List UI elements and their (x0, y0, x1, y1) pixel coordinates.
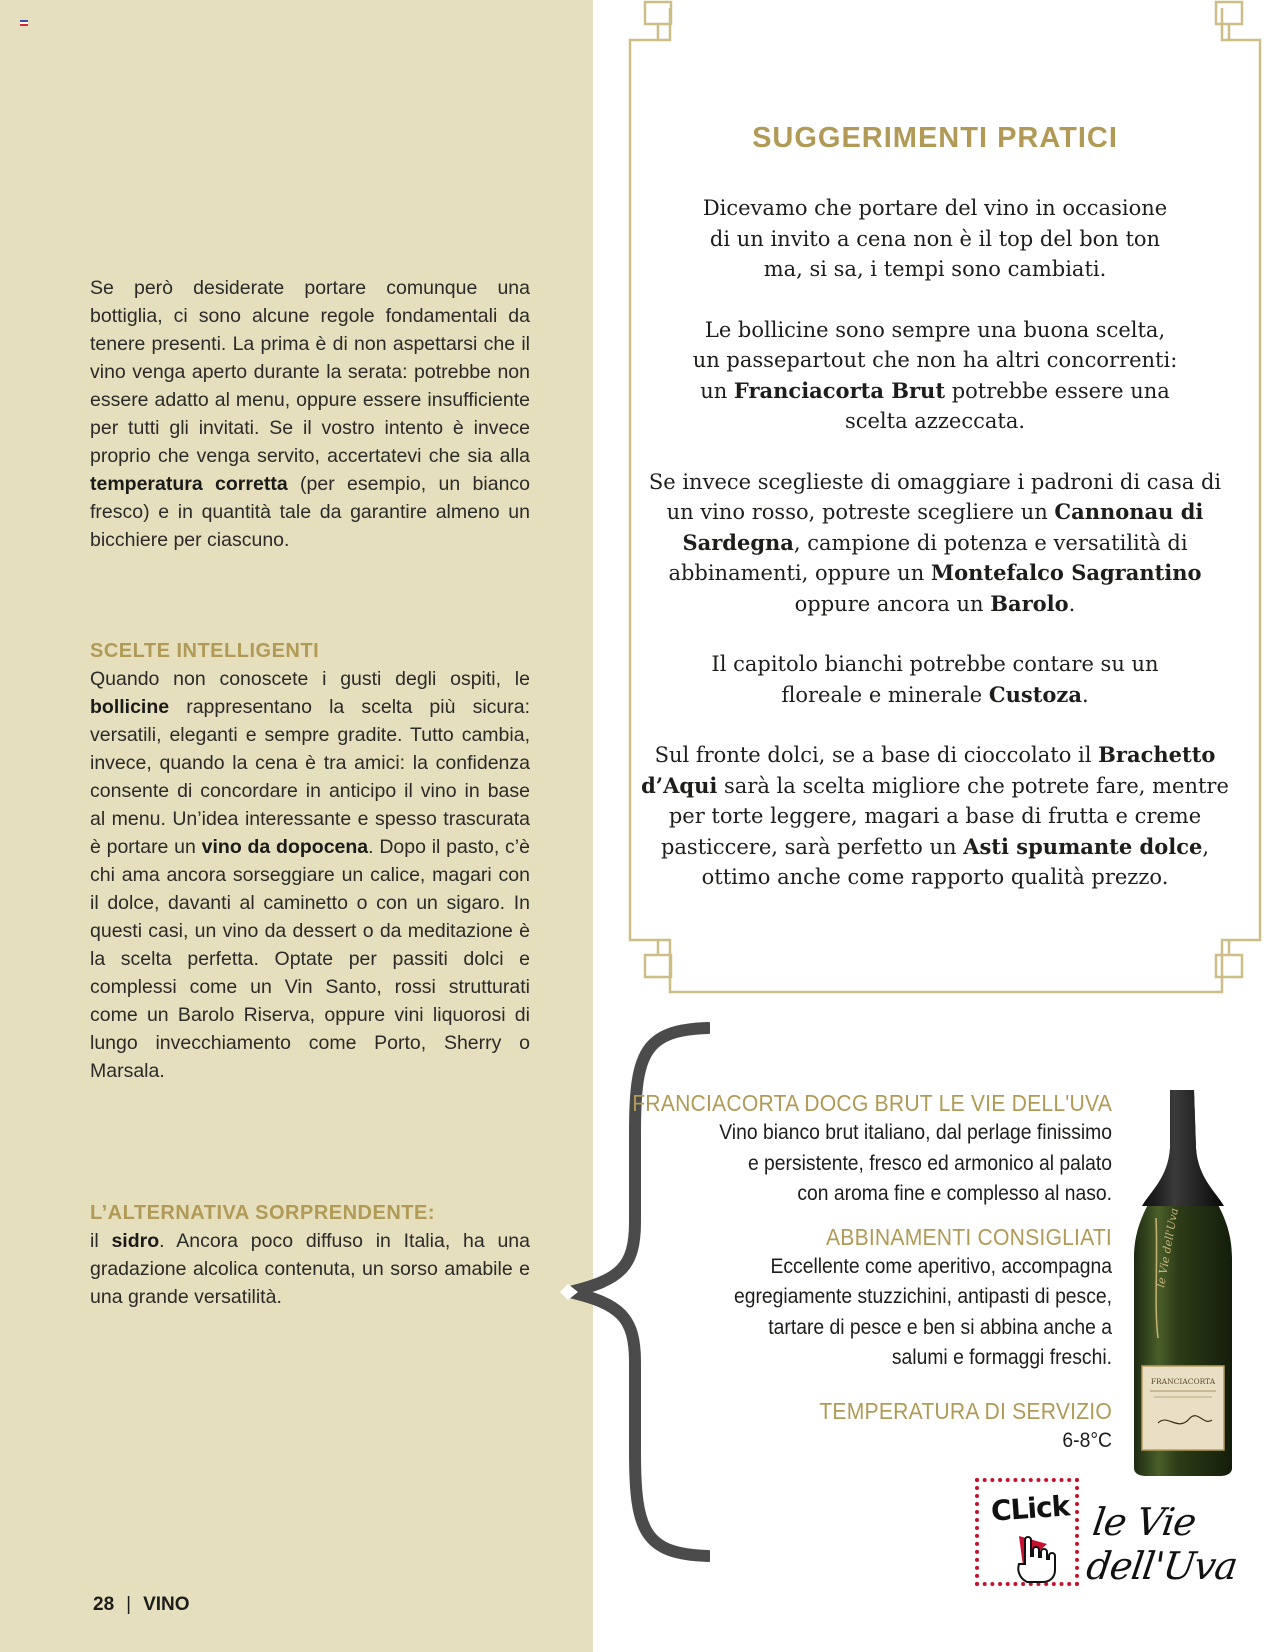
alt-text: il (90, 1230, 112, 1252)
tips-p4-bold: Custoza (988, 681, 1082, 707)
product-info (552, 1088, 1112, 1456)
alternative-title: L’ALTERNATIVA SORPRENDENTE: (90, 1202, 435, 1224)
tips-title: SUGGERIMENTI PRATICI (752, 122, 1118, 154)
wine-bottle-image (1128, 1088, 1238, 1478)
tips-paragraph-1: Dicevamo che portare del vino in occasione di un invito a cena non è il top del bon ton ma, si sa, i tempi sono cambiati. (702, 196, 1168, 281)
tips-p5-text: Sul fronte dolci, se a base di cioccolato il (654, 743, 1099, 767)
pairing-title: ABBINAMENTI CONSIGLIATI (825, 1223, 1112, 1250)
tips-p2-bold: Franciacorta Brut (733, 377, 946, 403)
smart-text-2: rappresentano la scelta più sicura: versatili, eleganti e sempre gradite. Tutto cambia, invece, quando la cena è tra amici: la confidenza consente di concordare in anticipo il vino in base al menu. Un’idea interessante e spesso trascurata è portare un (90, 696, 530, 858)
tips-paragraph-3 (640, 467, 1230, 620)
tips-p3-text-2: , campione di potenza e versatilità di abbinamenti, oppure un (668, 530, 1188, 585)
tips-paragraph-2 (640, 315, 1230, 437)
tips-p4-text-2: . (1081, 682, 1089, 707)
tips-p5-bold-2: Asti spumante dolce (963, 833, 1203, 859)
alt-bold: sidro (111, 1230, 160, 1252)
smart-choices-title: SCELTE INTELLIGENTI (90, 640, 320, 662)
smart-choices-section (90, 637, 530, 1085)
smart-bold-2: vino da dopocena (201, 836, 369, 858)
tips-p5-text-3: , ottimo anche come rapporto qualità prezzo. (701, 834, 1210, 889)
practical-tips (640, 122, 1230, 923)
pointer-hand-icon (1007, 1526, 1059, 1584)
tips-p4-text: Il capitolo bianchi potrebbe contare su un floreale e minerale (711, 652, 1159, 707)
smart-text-3: . Dopo il pasto, c’è chi ama ancora sorseggiare un calice, magari con il dolce, davanti al caminetto o con un sigaro. In questi casi, un vino da dessert o da meditazione è la scelta perfetta. Optate per passiti dolci e complessi come un Vin Santo, rossi strutturati come un Barolo Riserva, oppure vini liquorosi di lungo invecchiamento come Porto, Sherry o Marsala. (90, 836, 530, 1082)
intro-bold: temperatura corretta (90, 473, 288, 495)
left-column (0, 0, 593, 1652)
brand-logo: le Vie dell'Uva (1083, 1500, 1240, 1588)
bottle-label-text: FRANCIACORTA (1150, 1377, 1216, 1386)
tips-p3-bold-3: Barolo (990, 590, 1069, 616)
footer-separator: | (126, 1594, 132, 1615)
tips-paragraph-4 (640, 649, 1230, 710)
product-name: FRANCIACORTA DOCG BRUT LE VIE DELL'UVA (632, 1090, 1112, 1116)
click-button[interactable] (975, 1478, 1079, 1586)
section-name: VINO (143, 1594, 190, 1615)
page-footer (93, 1594, 190, 1616)
tips-paragraph-5 (640, 740, 1230, 893)
tips-p5-bold-1: Brachetto d’Aqui (641, 742, 1216, 798)
smart-bold-1: bollicine (90, 696, 170, 718)
svg-text:le Vie dell'Uva: le Vie dell'Uva (1154, 1207, 1181, 1289)
temperature-value: 6-8°C (1062, 1428, 1112, 1452)
tips-p3-text-3: oppure ancora un (794, 591, 991, 616)
smart-text: Quando non conoscete i gusti degli ospiti, le (90, 668, 530, 690)
flag-icon (20, 20, 28, 26)
alternative-section (90, 1199, 530, 1311)
tips-p3-text: Se invece sceglieste di omaggiare i padroni di casa di un vino rosso, potreste scegliere un (648, 469, 1222, 524)
tips-p2-text-2: potrebbe essere una scelta azzeccata. (844, 378, 1170, 433)
intro-text: Se però desiderate portare comunque una bottiglia, ci sono alcune regole fondamentali da tenere presenti. La prima è di non aspettarsi che il vino venga aperto durante la serata: potrebbe non essere adatto al menu, oppure essere insufficiente per tutti gli invitati. Se il vostro intento è invece proprio che venga servito, accertatevi che sia alla (90, 277, 530, 467)
pairing-text: Eccellente come aperitivo, accompagna egregiamente stuzzichini, antipasti di pesce, tartare di pesce e ben si abbina anche a salumi e formaggi freschi. (733, 1254, 1112, 1369)
page-number: 28 (93, 1594, 115, 1615)
tips-p3-bold-2: Montefalco Sagrantino (930, 560, 1202, 585)
tips-p3-bold-1: Cannonau di Sardegna (682, 499, 1204, 555)
product-description: Vino bianco brut italiano, dal perlage finissimo e persistente, fresco ed armonico al palato con aroma fine e complesso al naso. (719, 1121, 1112, 1205)
tips-p3-text-4: . (1068, 591, 1076, 616)
intro-text-end: (per esempio, un bianco fresco) e in quantità tale da garantire almeno un bicchiere per ciascuno. (90, 473, 531, 551)
intro-paragraph (90, 274, 530, 554)
tips-p5-text-2: sarà la scelta migliore che potrete fare, mentre per torte leggere, magari a base di frutta e creme pasticcere, sarà perfetto un (660, 773, 1229, 859)
alt-text-2: . Ancora poco diffuso in Italia, ha una gradazione alcolica contenuta, un sorso amabile e una grande versatilità. (90, 1230, 530, 1308)
tips-p2-text: Le bollicine sono sempre una buona scelta, un passepartout che non ha altri concorrenti: un (692, 317, 1178, 403)
click-label: CLick (989, 1489, 1071, 1528)
temperature-title: TEMPERATURA DI SERVIZIO (819, 1397, 1112, 1424)
